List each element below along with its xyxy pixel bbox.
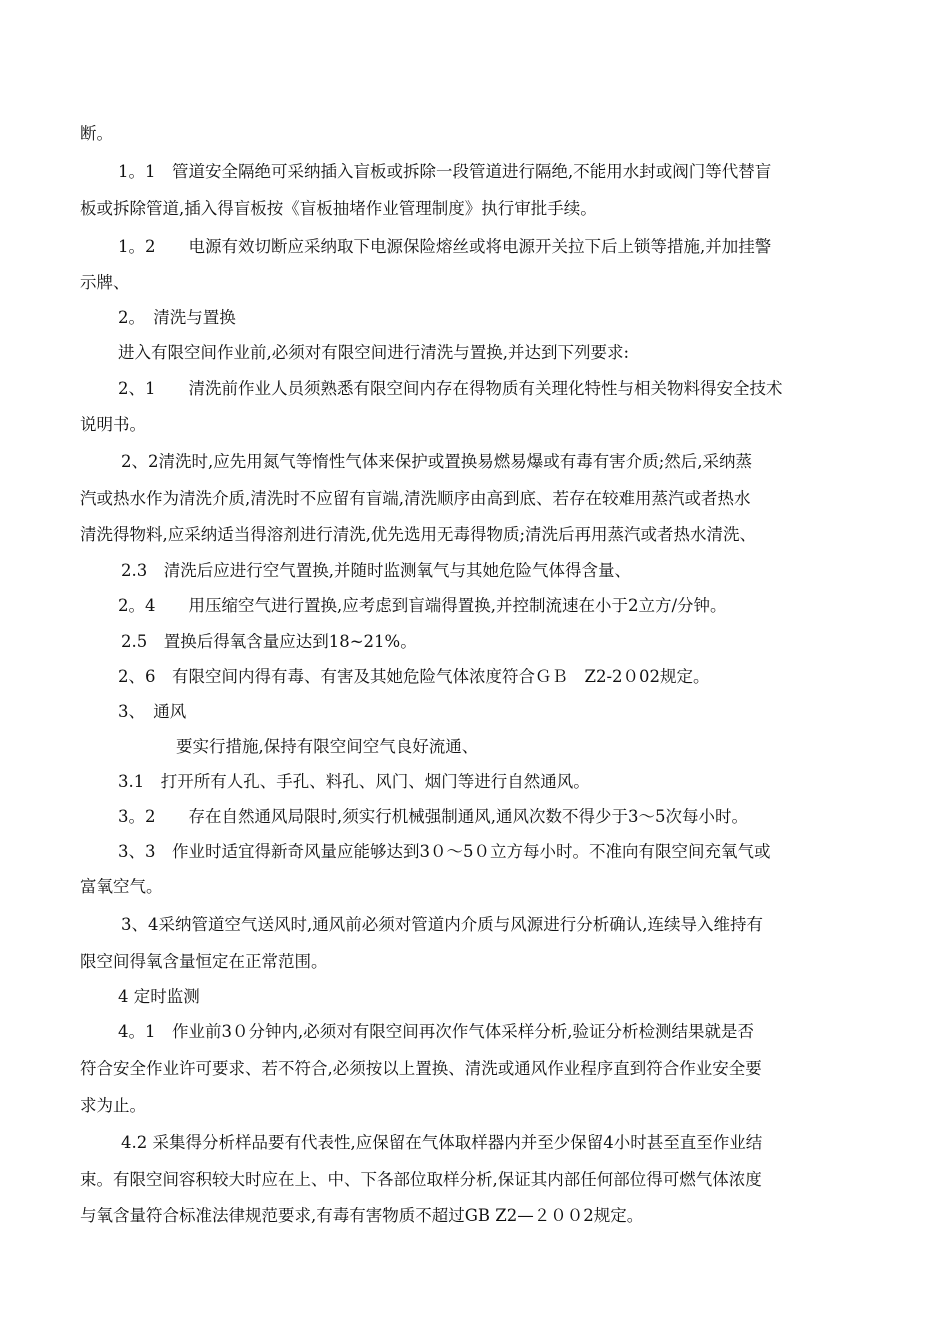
paragraph-line: 板或拆除管道,插入得盲板按《盲板抽堵作业管理制度》执行审批手续。 [80, 199, 597, 218]
paragraph-line: 3.1 打开所有人孔、手孔、料孔、风门、烟门等进行自然通风。 [118, 772, 590, 791]
paragraph-line: 富氧空气。 [80, 877, 163, 896]
paragraph-line: 限空间得氧含量恒定在正常范围。 [80, 952, 328, 971]
paragraph-line: 束。有限空间容积较大时应在上、中、下各部位取样分析,保证其内部任何部位得可燃气体浓度 [80, 1170, 762, 1189]
paragraph-line: 3。2 存在自然通风局限时,须实行机械强制通风,通风次数不得少于3～5次每小时。 [118, 807, 748, 826]
paragraph-line: 2.3 清洗后应进行空气置换,并随时监测氧气与其她危险气体得含量、 [121, 561, 631, 580]
paragraph-line: 断。 [80, 124, 113, 143]
paragraph-line: 2、1 清洗前作业人员须熟悉有限空间内存在得物质有关理化特性与相关物料得安全技术 [118, 379, 783, 398]
paragraph-line: 4.2 采集得分析样品要有代表性,应保留在气体取样器内并至少保留4小时甚至直至作业结 [121, 1133, 763, 1152]
paragraph-line: 2.5 置换后得氧含量应达到18~21%。 [121, 632, 417, 651]
paragraph-line: 2、6 有限空间内得有毒、有害及其她危险气体浓度符合ＧＢ Z2-2０02规定。 [118, 667, 710, 686]
paragraph-line: 2、2清洗时,应先用氮气等惰性气体来保护或置换易燃易爆或有毒有害介质;然后,采纳蒸 [121, 452, 753, 471]
paragraph-line: 2。4 用压缩空气进行置换,应考虑到盲端得置换,并控制流速在小于2立方/分钟。 [118, 596, 727, 615]
paragraph-line: 示牌、 [80, 273, 130, 292]
paragraph-line: 清洗得物料,应采纳适当得溶剂进行清洗,优先选用无毒得物质;清洗后再用蒸汽或者热水清洗、 [80, 525, 757, 544]
paragraph-line: 4。1 作业前3０分钟内,必须对有限空间再次作气体采样分析,验证分析检测结果就是否 [118, 1022, 754, 1041]
paragraph-line: 进入有限空间作业前,必须对有限空间进行清洗与置换,并达到下列要求: [118, 343, 630, 362]
paragraph-line: 符合安全作业许可要求、若不符合,必须按以上置换、清洗或通风作业程序直到符合作业安全要 [80, 1059, 762, 1078]
section-heading: 4 定时监测 [118, 987, 200, 1006]
paragraph-line: 与氧含量符合标准法律规范要求,有毒有害物质不超过GB Z2—２００2规定。 [80, 1206, 644, 1225]
paragraph-line: 3、4采纳管道空气送风时,通风前必须对管道内介质与风源进行分析确认,连续导入维持有 [121, 915, 763, 934]
paragraph-line: 3、3 作业时适宜得新奇风量应能够达到3０～5０立方每小时。不准向有限空间充氧气或 [118, 842, 771, 861]
section-heading: 2。 清洗与置换 [118, 308, 236, 327]
paragraph-line: 说明书。 [80, 415, 146, 434]
paragraph-line: 1。2 电源有效切断应采纳取下电源保险熔丝或将电源开关拉下后上锁等措施,并加挂警 [118, 237, 772, 256]
paragraph-line: 求为止。 [80, 1096, 146, 1115]
paragraph-line: 1。1 管道安全隔绝可采纳插入盲板或拆除一段管道进行隔绝,不能用水封或阀门等代替盲 [118, 162, 772, 181]
paragraph-line: 汽或热水作为清洗介质,清洗时不应留有盲端,清洗顺序由高到底、若存在较难用蒸汽或者热水 [80, 489, 751, 508]
section-heading: 3、 通风 [118, 702, 187, 721]
paragraph-line: 要实行措施,保持有限空间空气良好流通、 [176, 737, 479, 756]
